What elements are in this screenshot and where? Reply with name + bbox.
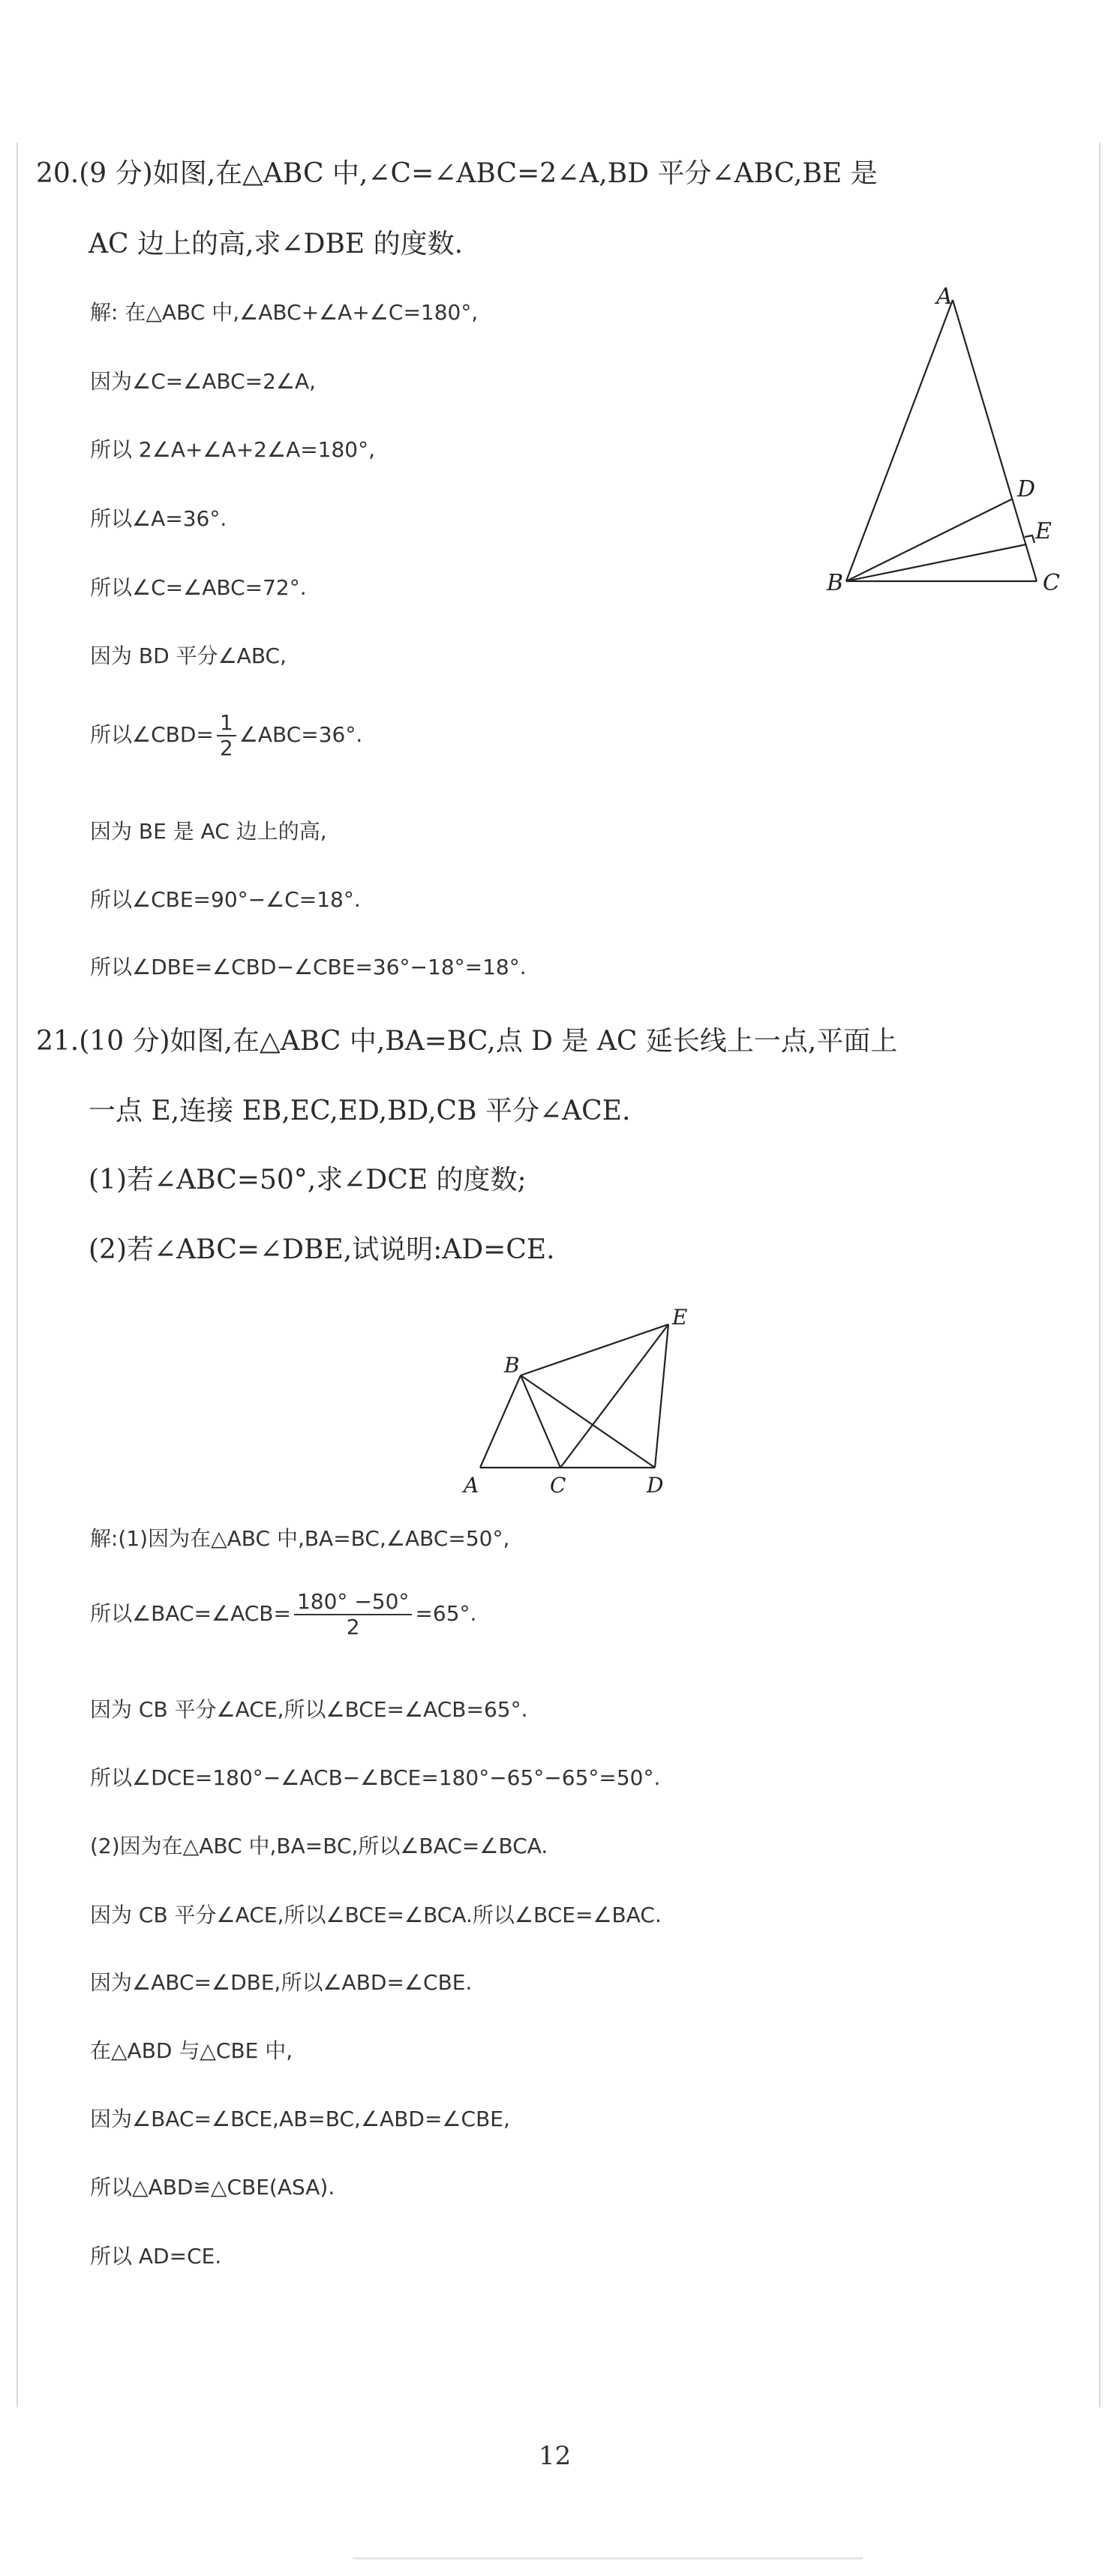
fraction-denominator: 2 [219, 736, 233, 761]
sol20-line6: 因为 BD 平分∠ABC, [90, 643, 287, 668]
fraction-angle-calc [294, 1590, 412, 1639]
sol20-line7-post: ∠ABC=36°. [239, 722, 363, 748]
q20-line1: 20.(9 分)如图,在△ABC 中,∠C=∠ABC=2∠A,BD 平分∠ABC,BE 是 [36, 158, 878, 189]
sol20-line9: 所以∠CBE=90°−∠C=18°. [90, 887, 361, 912]
sol21-line2-post: =65°. [415, 1601, 477, 1627]
label-a: A [464, 1473, 479, 1498]
sol20-line5: 所以∠C=∠ABC=72°. [90, 575, 307, 600]
segment-ab [480, 1375, 521, 1468]
sol21-line2-pre: 所以∠BAC=∠ACB= [90, 1601, 291, 1627]
sol21-line5: (2)因为在△ABC 中,BA=BC,所以∠BAC=∠BCA. [90, 1834, 548, 1858]
figure-triangle-abc-q20 [810, 285, 1080, 615]
segment-ac [953, 300, 1037, 581]
sol21-line4: 所以∠DCE=180°−∠ACB−∠BCE=180°−65°−65°=50°. [90, 1765, 661, 1790]
label-e: E [672, 1305, 688, 1330]
sol21-line2 [90, 1590, 476, 1639]
q21-line1: 21.(10 分)如图,在△ABC 中,BA=BC,点 D 是 AC 延长线上一点,平面上 [36, 1026, 898, 1057]
sol20-line4: 所以∠A=36°. [90, 506, 227, 531]
sol20-line7 [90, 711, 362, 760]
sol20-line7-pre: 所以∠CBD= [90, 722, 214, 748]
sol21-line3: 因为 CB 平分∠ACE,所以∠BCE=∠ACB=65°. [90, 1697, 528, 1722]
sol21-line8: 在△ABD 与△CBE 中, [90, 2038, 293, 2063]
sol20-line3: 所以 2∠A+∠A+2∠A=180°, [90, 437, 376, 462]
right-margin-line [1099, 142, 1100, 2407]
label-e: E [1035, 518, 1052, 544]
label-a: A [936, 285, 953, 310]
q21-line2: 一点 E,连接 EB,EC,ED,BD,CB 平分∠ACE. [89, 1096, 631, 1126]
sol20-line10: 所以∠DBE=∠CBD−∠CBE=36°−18°=18°. [90, 955, 527, 979]
segment-de [655, 1324, 668, 1468]
label-d: D [1017, 476, 1036, 502]
label-b: B [827, 570, 844, 596]
left-margin-line [17, 142, 18, 2407]
fraction-denominator: 2 [346, 1615, 360, 1640]
q21-line3: (1)若∠ABC=50°,求∠DCE 的度数; [89, 1165, 527, 1195]
right-angle-mark [1025, 535, 1034, 543]
sol21-line7: 因为∠ABC=∠DBE,所以∠ABD=∠CBE. [90, 1970, 473, 1995]
sol21-line6: 因为 CB 平分∠ACE,所以∠BCE=∠BCA.所以∠BCE=∠BAC. [90, 1903, 662, 1927]
sol21-line11: 所以 AD=CE. [90, 2244, 222, 2269]
label-b: B [504, 1353, 520, 1378]
segment-be [846, 544, 1026, 581]
segment-bd [846, 499, 1013, 581]
segment-ab [846, 300, 953, 581]
label-c: C [1043, 570, 1060, 596]
figure-quadrilateral-q21 [450, 1297, 705, 1500]
label-c: C [550, 1473, 566, 1498]
q21-line4: (2)若∠ABC=∠DBE,试说明:AD=CE. [89, 1234, 555, 1265]
page-number: 12 [539, 2441, 572, 2471]
segment-be [521, 1324, 668, 1375]
segment-ce [560, 1324, 668, 1468]
fraction-numerator: 180° −50° [294, 1590, 412, 1615]
fraction-one-half [217, 711, 236, 760]
fraction-numerator: 1 [217, 711, 236, 736]
sol20-line1: 解: 在△ABC 中,∠ABC+∠A+∠C=180°, [90, 300, 479, 325]
sol21-line1: 解:(1)因为在△ABC 中,BA=BC,∠ABC=50°, [90, 1526, 510, 1551]
label-d: D [647, 1473, 664, 1498]
sol21-line9: 因为∠BAC=∠BCE,AB=BC,∠ABD=∠CBE, [90, 2107, 510, 2131]
sol20-line2: 因为∠C=∠ABC=2∠A, [90, 369, 317, 394]
q20-line2: AC 边上的高,求∠DBE 的度数. [89, 229, 464, 259]
sol21-line10: 所以△ABD≌△CBE(ASA). [90, 2175, 335, 2200]
sol20-line8: 因为 BE 是 AC 边上的高, [90, 819, 327, 844]
bottom-rule [353, 2557, 863, 2560]
